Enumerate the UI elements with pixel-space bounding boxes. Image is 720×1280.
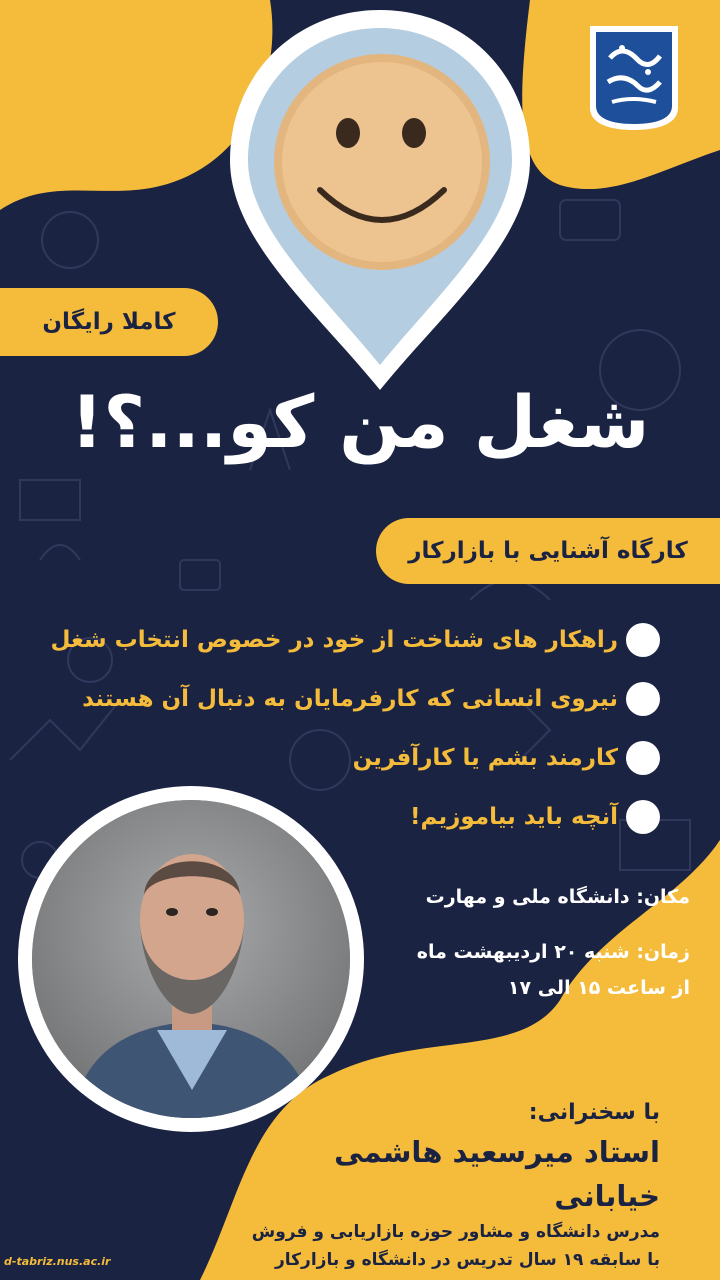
bullet-dot [626, 623, 660, 657]
free-badge [0, 288, 218, 356]
university-logo [582, 22, 686, 134]
event-date: زمان: شنبه ۲۰ اردیبهشت ماه [416, 941, 690, 963]
portrait-illustration [32, 800, 350, 1118]
topic-text: نیروی انسانی که کارفرمایان به دنبال آن هستند [82, 686, 618, 712]
speaker-label: با سخنرانی: [528, 1100, 660, 1125]
workshop-text: کارگاه آشنایی با بازارکار [408, 538, 688, 564]
footer-url [0, 1252, 145, 1274]
topic-text: راهکار های شناخت از خود در خصوص انتخاب شغل [50, 627, 618, 653]
workshop-badge [376, 518, 720, 584]
topic-item [20, 612, 660, 668]
speaker-name: استاد میرسعید هاشمی خیابانی [334, 1135, 660, 1213]
event-location: مکان: دانشگاه ملی و مهارت [425, 886, 690, 908]
topic-item [20, 671, 660, 727]
smiley-pin-icon [215, 0, 545, 400]
bullet-dot [626, 682, 660, 716]
speaker-experience: با سابقه ۱۹ سال تدریس در دانشگاه و بازارکار [274, 1250, 660, 1270]
event-time [380, 934, 690, 1006]
topic-text: آنچه باید بیاموزیم! [410, 804, 618, 830]
topic-item [20, 730, 660, 786]
topic-text: کارمند بشم یا کارآفرین [352, 745, 618, 771]
speaker-portrait [32, 800, 350, 1118]
speaker-photo [18, 786, 364, 1132]
event-title: شغل من کو...؟! [70, 380, 650, 464]
bullet-dot [626, 800, 660, 834]
free-badge-text: کاملا رایگان [42, 309, 176, 335]
bullet-dot [626, 741, 660, 775]
footer-url-text: d-tabriz.nus.ac.ir [4, 1255, 111, 1268]
speaker-description: مدرس دانشگاه و مشاور حوزه بازاریابی و فروش [251, 1222, 660, 1242]
event-hours: از ساعت ۱۵ الی ۱۷ [507, 977, 690, 999]
speaker-info [220, 1096, 660, 1274]
